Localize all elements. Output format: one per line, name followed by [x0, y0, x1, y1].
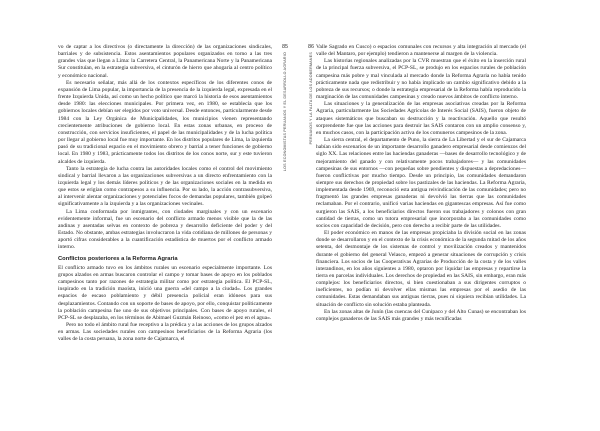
running-head: LOS ECONOMISTAS PERUANOS Y EL DESARROLLO AGRARIO: [283, 52, 287, 172]
right-paragraph: La sierra central, el departamento de Puno, la sierra de La Libertad y el sur de Cajamarca habían sido escenarios de un importante desarrollo ganadero empresarial desde comienzos del siglo XX. Las relaciones entre las haciendas ganaderas —bases de desarrollo tecnológico y de mejoramiento del ganado y con relativamente pocos trabajadores— y las comunidades campesinas de sus entornos —con pequeñas sobre pendientes y dispuestas a depredaciones— fueron conflictivas por mucho tiempo. Desde un principio, las comunidades demandaron siempre sus derechos de propiedad sobre los pastizales de las haciendas. La Reforma Agraria, implementada desde 1969, reconoció esta antigua reivindicación de las comunidades; pero no fragmentó las grandes empresas ganaderas ni devolvió las tierras que las comunidades reclamaban. Por el contrario, unificó varias haciendas en gigantescas empresas. Así fue como surgieron las SAIS, a los beneficiarios directos fueron sus trabajadores y colonos con gran cantidad de tierras, como un tutora empresarial que incorporaba a las comunidades como socios con capacidad de decisión, pero con derecho a recibir parte de las utilidades.: [316, 137, 526, 229]
left-paragraph: Tanto la estrategia de lucha contra las autoridades locales como el control del movimiento sindical y barrial llevaron a las organizaciones subversivas a un directo enfrentamiento con la izquierda legal y los demás líderes políticos y de las organizaciones sociales en la medida en que estos se erigían como contrapesos a su influencia. Por su lado, la acción contrasubversiva, al intervenir alentar organizaciones y potenciales focos de demandas populares, también golpeó significativamente a la izquierda y a las organizaciones vecinales.: [58, 165, 272, 208]
right-paragraph: El poder económico en manos de las empresas propiciaba la división social en las zonas donde se desarrollaron y en el contexto de la crisis económica de la segunda mitad de los años setenta, del desmontaje de los sistemas de control y movilización creados y mantenidos durante el gobierno del general Velasco, empezó a generar situaciones de corrupción y crisis financiera. Los socios de las Cooperativas Agrarias de Producción de la costa y de los valles interandinos, en los años siguientes a 1980, optaron por liquidar las empresas y repartirse la tierra en parcelas individuales. Los derechos de propiedad en las SAIS, sin embargo, eran más complejos: los beneficiarios directos, si bien cuestionaban a sus dirigentes corruptos o ineficientes, no podían ni devolver ellas mismas las empresas por el asedio de las comunidades. Estas demandaban sus antiguas tierras, pues ni siquiera recibían utilidades. La situación de conflicto sin solución estaba planteada.: [316, 230, 526, 308]
page-number: 86: [308, 44, 315, 50]
running-head: PERUANOS Y LA FALTA DE LOS ADOBERMANES: [309, 52, 313, 145]
right-text-column: [316, 44, 526, 323]
left-paragraph: vo de captar a los directivos (o directamente la dirección) de las organizaciones sindicales, barriales y de subsistencia. Estos asentamientos populares organizados en torno a las tres grandes vías que llegan a Lima: la Carretera Central, la Panamericana Norte y la Panamericana Sur constituían, en la estrategia subversiva, el cinturón de hierro que ahogaría al centro político y económico nacional.: [58, 44, 272, 79]
page-number: 85: [282, 44, 289, 50]
right-paragraph: En las zonas altas de Junín (las cuencas del Cunipaco y del Alto Cunas) se encontraban los complejos ganaderos de las SAIS más grandes y más tecnificadas: [316, 308, 526, 322]
left-paragraph: Es necesario señalar, más allá de los contextos específicos de los diferentes conos de expansión de Lima popular, la importancia de la presencia de la izquierda legal, expresada en el frente Izquierda Unida, así como un hecho político que marcó la historia de esos asentamientos desde 1980: las elecciones municipales. Por primera vez, en 1980, se establecía que los gobiernos locales debían ser elegidos por voto universal. Desde entonces, particularmente desde 1984 con la Ley Orgánica de Municipalidades, los municipios vienen representando crecientemente atribuciones de gobierno local. En estas zonas urbanas, en proceso de construcción, con servicios insuficientes, el papel de las municipalidades y de la lucha política por llegar al gobierno local fue muy importante. En los distritos populares de Lima, la izquierda pasó de su tradicional espacio en el movimiento obrero y barrial a tener funciones de gobierno local. En 1980 y 1983, prácticamente todos los distritos de los conos norte, sur y este tuvieron alcaldes de izquierda.: [58, 79, 272, 165]
right-paragraph: Valle Sagrado en Cusco) o espacios comunales con recursos y alta integración al mercado (el valle del Mantaro, por ejemplo) tendieron a mantenerse al margen de la violencia.: [316, 44, 526, 58]
left-paragraph: La Lima conformada por inmigrantes, con ciudades marginales y con un escenario evidentemente informal, fue un escenario del conflicto armado menos visible que la de las andinas y asentadas selvas en contexto de pobreza y desarrollo deficiente del poder y del Estado. No obstante, ambas estrategias involucraron la vida cotidiana de millones de personas y aportó cifras considerables a la cuantificación estadística de muertos por el conflicto armado interno.: [58, 208, 272, 251]
right-page: [300, 0, 600, 431]
right-paragraph: Las historias regionales analizadas por la CVR muestran que el éxito en la inserción rural de la principal fuerza subversiva, el PCP-SL, se produjo en los espacios rurales de población campesina más pobre y mal vinculada al mercado donde la Reforma Agraria no había tenido prácticamente nada que redistribuir y no había implicado un cambio significativo debido a la pobreza de sus recursos; o donde la estrategia empresarial de la Reforma había reproducido la marginación de las comunidades campesinas y creado nuevos ámbitos de conflicto interno.: [316, 58, 526, 101]
right-paragraph: Las situaciones y la generalización de las empresas asociativas creadas por la Reforma Agraria, particularmente las Sociedades Agrícolas de Interés Social (SAIS), fueron objeto de ataques sistemáticos que buscaban su destrucción y la reactivación. Aquello que resultó sorprendente fue que las acciones para destruir las SAIS contaron con un amplio consenso y, en muchos casos, con la participación activa de los comuneros campesinos de la zona.: [316, 101, 526, 136]
left-paragraph: El conflicto armado tuvo en los ámbitos rurales un escenario especialmente importante. Los grupos alzados en armas buscaron controlar el campo y tomar bases de apoyo en los poblados campesinos tanto por razones de estrategia militar como por estrategia política. El PCP-SL, inspirado en la tradición maoísta, inició una guerra «del campo a la ciudad». Los grandes espacios de escaso poblamiento y débil presencia policial eran idóneos para sus desplazamientos. Contando con un soporte de bases de apoyo, por ello, conquistar políticamente la población campesina fue uno de sus objetivos principales. Con bases de apoyo rurales, el PCP-SL se desplazaba, en los términos de Abimael Guzmán Reinoso, «como el pez en el agua».: [58, 264, 272, 321]
section-heading: Conflictos posteriores a la Reforma Agraria: [58, 255, 178, 262]
left-paragraph: Pero no todo el ámbito rural fue receptivo a la prédica y a las acciones de los grupos alzados en armas. Las sociedades rurales con campesinos beneficiarios de la Reforma Agraria (los valles de la costa peruana, la zona norte de Cajamarca, el: [58, 321, 272, 343]
left-text-column: [58, 44, 272, 343]
